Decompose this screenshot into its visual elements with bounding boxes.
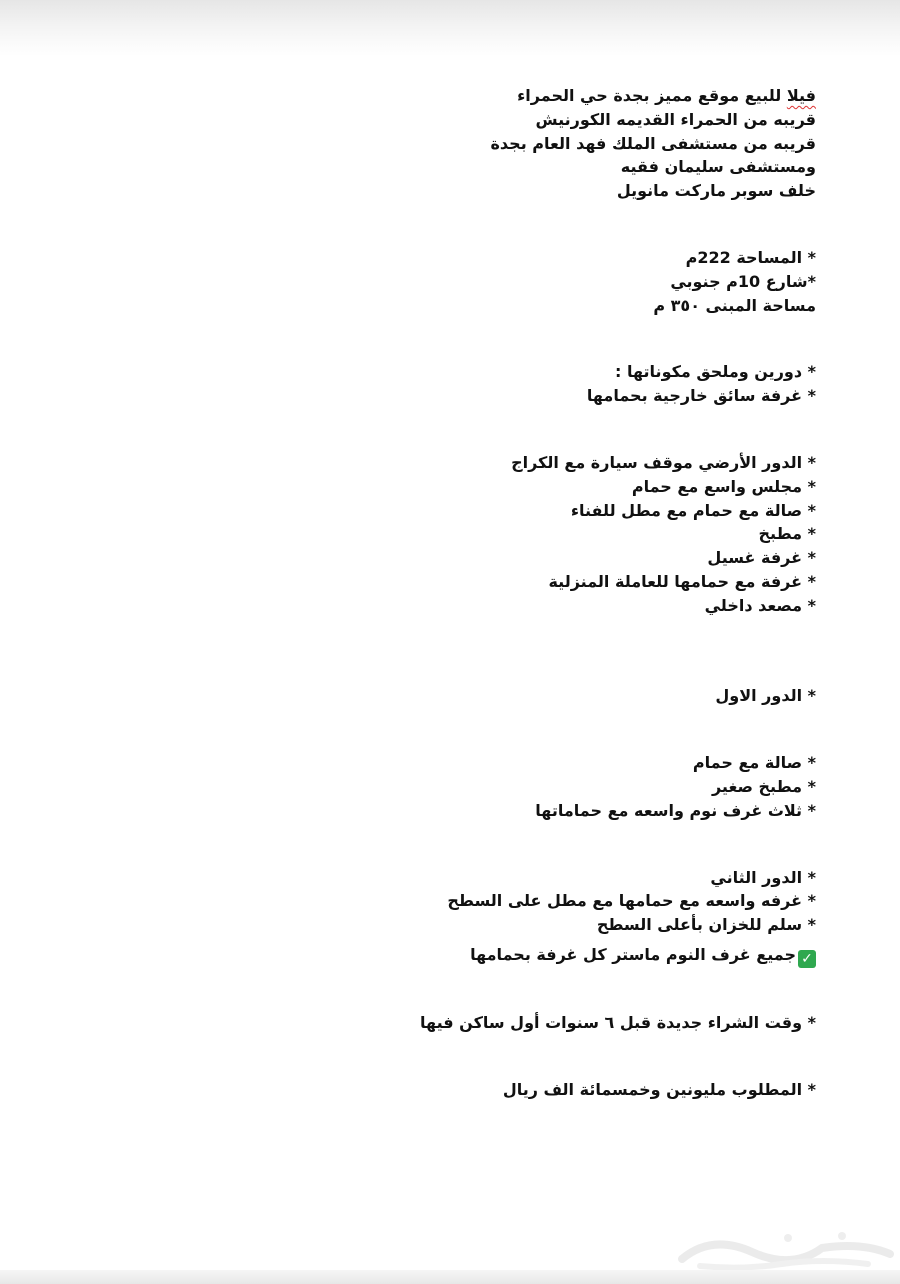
- price-note: * المطلوب مليونين وخمسمائة الف ريال: [502, 1079, 816, 1099]
- check-mark-button-icon: ✓: [798, 950, 816, 968]
- components-header: * دورين وملحق مكوناتها :: [615, 362, 816, 382]
- title-first-word: فيلا: [786, 86, 816, 105]
- spacer: [296, 618, 816, 661]
- spacer: [296, 823, 816, 866]
- location-near-king-fahd-hospital: قريبه من مستشفى الملك فهد العام بجدة: [490, 133, 816, 153]
- spec-building-area: مساحة المبنى ٣٥٠ م: [653, 295, 816, 315]
- second-floor-item: * غرفه واسعه مع حمامها مع مطل على السطح: [447, 891, 816, 911]
- location-near-old-hamra: قريبه من الحمراء القديمه الكورنيش: [535, 109, 816, 129]
- ground-floor-header: * الدور الأرضي موقف سيارة مع الكراج: [511, 452, 816, 472]
- first-floor-item: * ثلاث غرف نوم واسعه مع حماماتها: [535, 800, 816, 820]
- first-floor-header: * الدور الاول: [715, 686, 816, 706]
- ground-floor-item: * غرفة غسيل: [707, 548, 816, 568]
- location-behind-supermarket: خلف سوبر ماركت مانويل: [616, 181, 816, 201]
- master-bedrooms-text: جميع غرف النوم ماستر كل غرفة بحمامها: [470, 944, 796, 964]
- spacer: [296, 661, 816, 685]
- listing-title: [296, 84, 816, 108]
- driver-room: * غرفة سائق خارجية بحمامها: [586, 386, 816, 406]
- first-floor-item: * مطبخ صغير: [711, 776, 816, 796]
- ground-floor-item: * مجلس واسع مع حمام: [631, 476, 816, 496]
- location-near-soliman-fakeeh: ومستشفى سليمان فقيه: [620, 157, 816, 177]
- spacer: [296, 317, 816, 360]
- ground-floor-item: * صالة مع حمام مع مطل للفناء: [570, 500, 816, 520]
- bottom-bar: [0, 1270, 900, 1284]
- spec-area: * المساحة 222م: [685, 247, 816, 267]
- second-floor-header: * الدور الثاني: [710, 867, 816, 887]
- spacer: [296, 408, 816, 451]
- master-bedrooms-note: [296, 943, 816, 968]
- spacer: [296, 1035, 816, 1078]
- ground-floor-item: * مصعد داخلي: [704, 595, 816, 615]
- first-floor-item: * صالة مع حمام: [692, 753, 816, 773]
- haraj-logo-icon: [672, 1224, 898, 1274]
- ground-floor-item: * مطبخ: [758, 524, 816, 544]
- second-floor-item: * سلم للخزان بأعلى السطح: [596, 915, 816, 935]
- listing-document: [296, 84, 816, 1102]
- spacer: [296, 708, 816, 751]
- purchase-note: * وقت الشراء جديدة قبل ٦ سنوات أول ساكن فيها: [420, 1012, 816, 1032]
- title-rest: للبيع موقع مميز بجدة حي الحمراء: [517, 86, 787, 105]
- spec-street: *شارع 10م جنوبي: [670, 271, 816, 291]
- spacer: [296, 968, 816, 1011]
- ground-floor-item: * غرفة مع حمامها للعاملة المنزلية: [548, 571, 816, 591]
- top-shadow: [0, 0, 900, 56]
- haraj-watermark-logo: [672, 1224, 898, 1274]
- spacer: [296, 203, 816, 246]
